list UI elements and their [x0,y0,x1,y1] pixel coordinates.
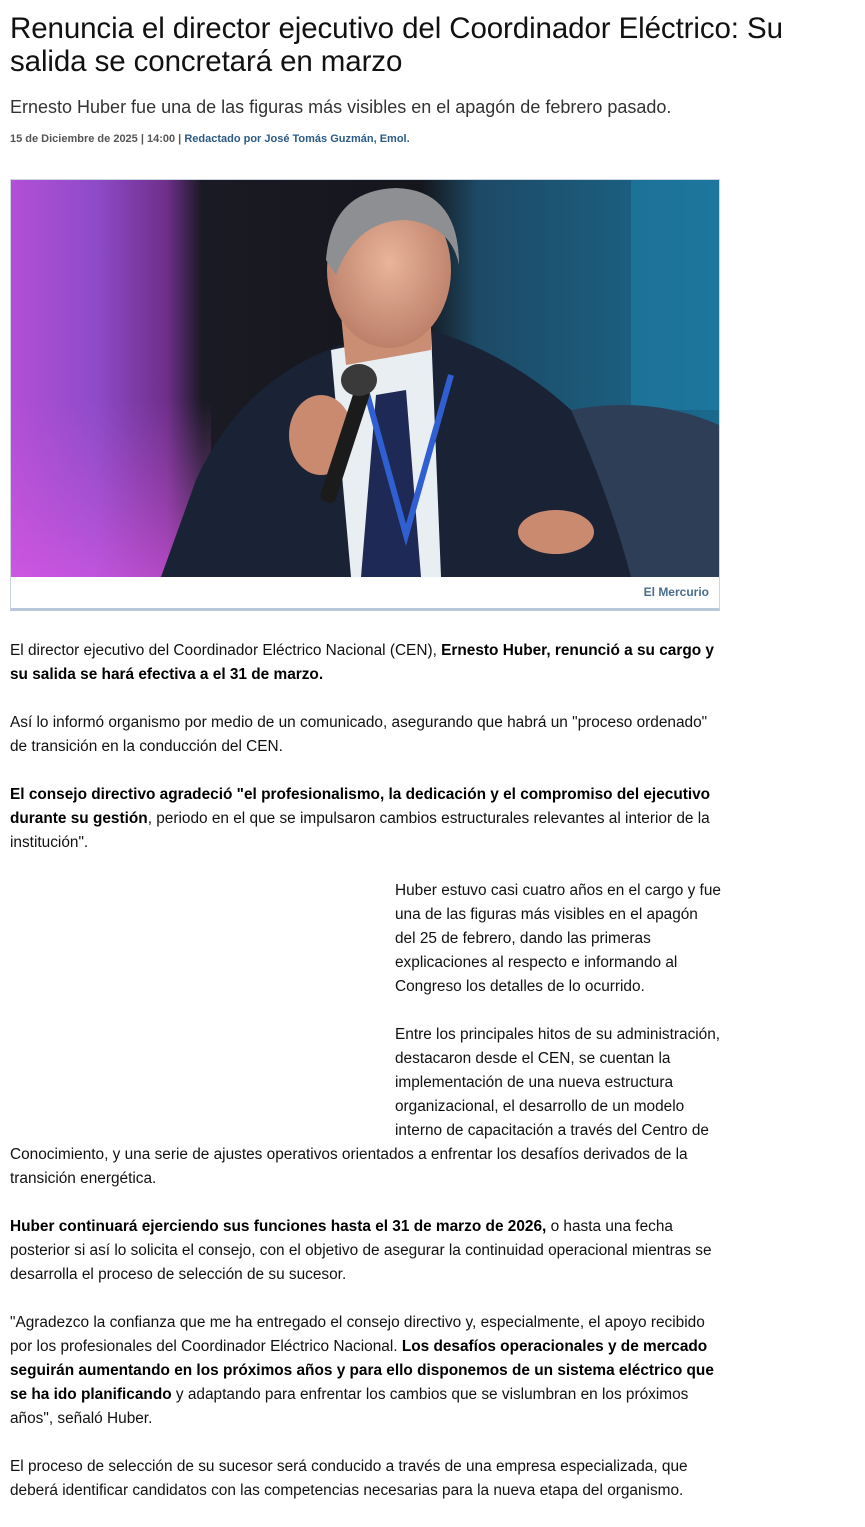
paragraph-1: El director ejecutivo del Coordinador Eléctrico Nacional (CEN), Ernesto Huber, renunció a su cargo y su salida se hará efectiva a el 31 de marzo. [10,642,714,683]
paragraph-7: "Agradezco la confianza que me ha entregado el consejo directivo y, especialmente, el apoyo recibido por los profesionales del Coordinador Eléctrico Nacional. Los desafíos operacionales y de mercado seguirán aumentando en los próximos años y para ello disponemos de un sistema eléctrico que se ha ido planificando y adaptando para enfrentar los cambios que se vislumbran en los próximos años", señaló Huber. [10,1314,714,1427]
paragraph-2: Así lo informó organismo por medio de un comunicado, asegurando que habrá un "proceso ordenado" de transición en la conducción del CEN. [10,714,708,755]
paragraph-8: El proceso de selección de su sucesor será conducido a través de una empresa especializada, que deberá identificar candidatos con las competencias necesarias para la nueva etapa del organismo. [10,1458,688,1499]
article-byline [10,132,855,146]
article-date: 15 de Diciembre de 2025 | 14:00 | [10,133,185,145]
article-photo[interactable] [11,180,719,577]
paragraph-3: El consejo directivo agradeció "el profesionalismo, la dedicación y el compromiso del ejecutivo durante su gestión, periodo en el que se impulsaron cambios estructurales relevantes al interior de la institución". [10,786,711,851]
paragraph-6: Huber continuará ejerciendo sus funciones hasta el 31 de marzo de 2026, o hasta una fecha posterior si así lo solicita el consejo, con el objetivo de asegurar la continuidad operacional mientras se desarrolla el proceso de selección de su sucesor. [10,1218,712,1283]
article-figure [10,179,720,611]
paragraph-5: Entre los principales hitos de su administración, destacaron desde el CEN, se cuentan la implementación de una nueva estructura organizacional, el desarrollo de un modelo interno de capacitación a través del Centro de Conocimiento, y una serie de ajustes operativos orientados a enfrentar los desafíos derivados de la transición energética. [10,1026,721,1187]
article-page [0,0,865,146]
paragraph-4: Huber estuvo casi cuatro años en el cargo y fue una de las figuras más visibles en el apagón del 25 de febrero, dando las primeras explicaciones al respecto e informando al Congreso los detalles de lo ocurrido. [395,882,721,995]
article-title: Renuncia el director ejecutivo del Coordinador Eléctrico: Su salida se concretará en marzo [10,12,783,78]
photo-caption: El Mercurio [643,585,709,599]
article-body [10,639,722,1527]
article-subtitle: Ernesto Huber fue una de las figuras más visibles en el apagón de febrero pasado. [10,97,672,117]
author-link[interactable]: Redactado por José Tomás Guzmán, Emol. [184,133,410,145]
ad-placeholder [10,879,395,1143]
